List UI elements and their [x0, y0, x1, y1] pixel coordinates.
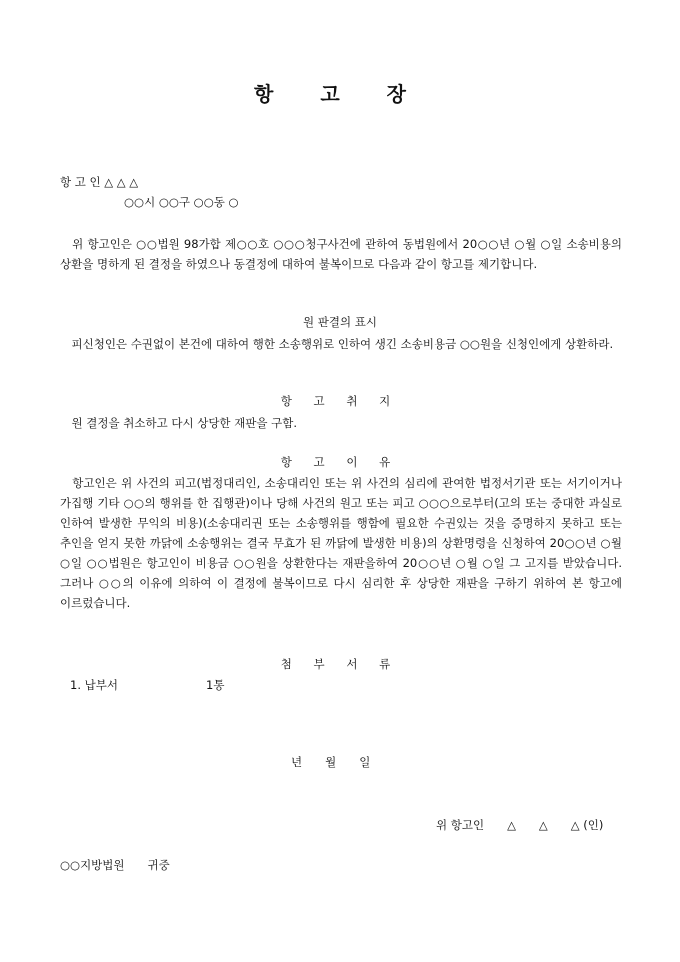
court-addressee: ○○지방법원 귀중	[60, 858, 170, 872]
appellant-address: ○○시 ○○구 ○○동 ○	[124, 195, 239, 209]
attachment-item-name: 1. 납부서	[70, 678, 118, 692]
reasons-body: 항고인은 위 사건의 피고(법정대리인, 소송대리인 또는 위 사건의 심리에 관여한 법정서기관 또는 서기이거나 가집행 기타 ○○의 행위를 한 집행관)이나 당해 사건의 원고 또는 피고 ○○○으로부터(고의 또는 중대한 과실로 인하여 발생한 무익의 비용)(소송대리권 또는 소송행위를 행함에 필요한 수권있는 것을 증명하지 못하고 또는 추인을 얻지 못한 까닭에 소송행위는 결국 무효가 된 까닭에 발생한 비용)의 상환명령을 신청하여 20○○년 ○월 ○일 ○○법원은 항고인이 비용금 ○○원을 상환한다는 재판을하여 20○○년 ○월 ○일 그 고지를 받았습니다. 그러나 ○○의 이유에 의하여 이 결정에 불복이므로 다시 심리한 후 상당한 재판을 구하기 위하여 본 항고에 이르렀습니다.	[60, 476, 622, 610]
purpose-body: 원 결정을 취소하고 다시 상당한 재판을 구함.	[60, 416, 298, 430]
document-title: 항 고 장	[254, 82, 426, 106]
purpose-heading: 항 고 취 지	[280, 394, 400, 408]
reasons-heading: 항 고 이 유	[280, 455, 400, 469]
signature-line: 위 항고인 △ △ △ (인)	[436, 818, 604, 832]
date-line: 년 월 일	[291, 755, 371, 769]
attachment-item-count: 1통	[206, 678, 225, 692]
attachments-heading: 첨 부 서 류	[280, 657, 400, 671]
intro-paragraph: 위 항고인은 ○○법원 98가합 제○○호 ○○○청구사건에 관하여 동법원에서 20○○년 ○월 ○일 소송비용의 상환을 명하게 된 결정을 하였으나 동결정에 대하여 불복이므로 다음과 같이 항고를 제기합니다.	[60, 237, 622, 271]
appellant-label: 항 고 인 △ △ △	[60, 175, 139, 189]
original-ruling-heading: 원 판결의 표시	[303, 315, 377, 329]
original-ruling-body: 피신청인은 수권없이 본건에 대하여 행한 소송행위로 인하여 생긴 소송비용금 ○○원을 신청인에게 상환하라.	[60, 337, 614, 351]
